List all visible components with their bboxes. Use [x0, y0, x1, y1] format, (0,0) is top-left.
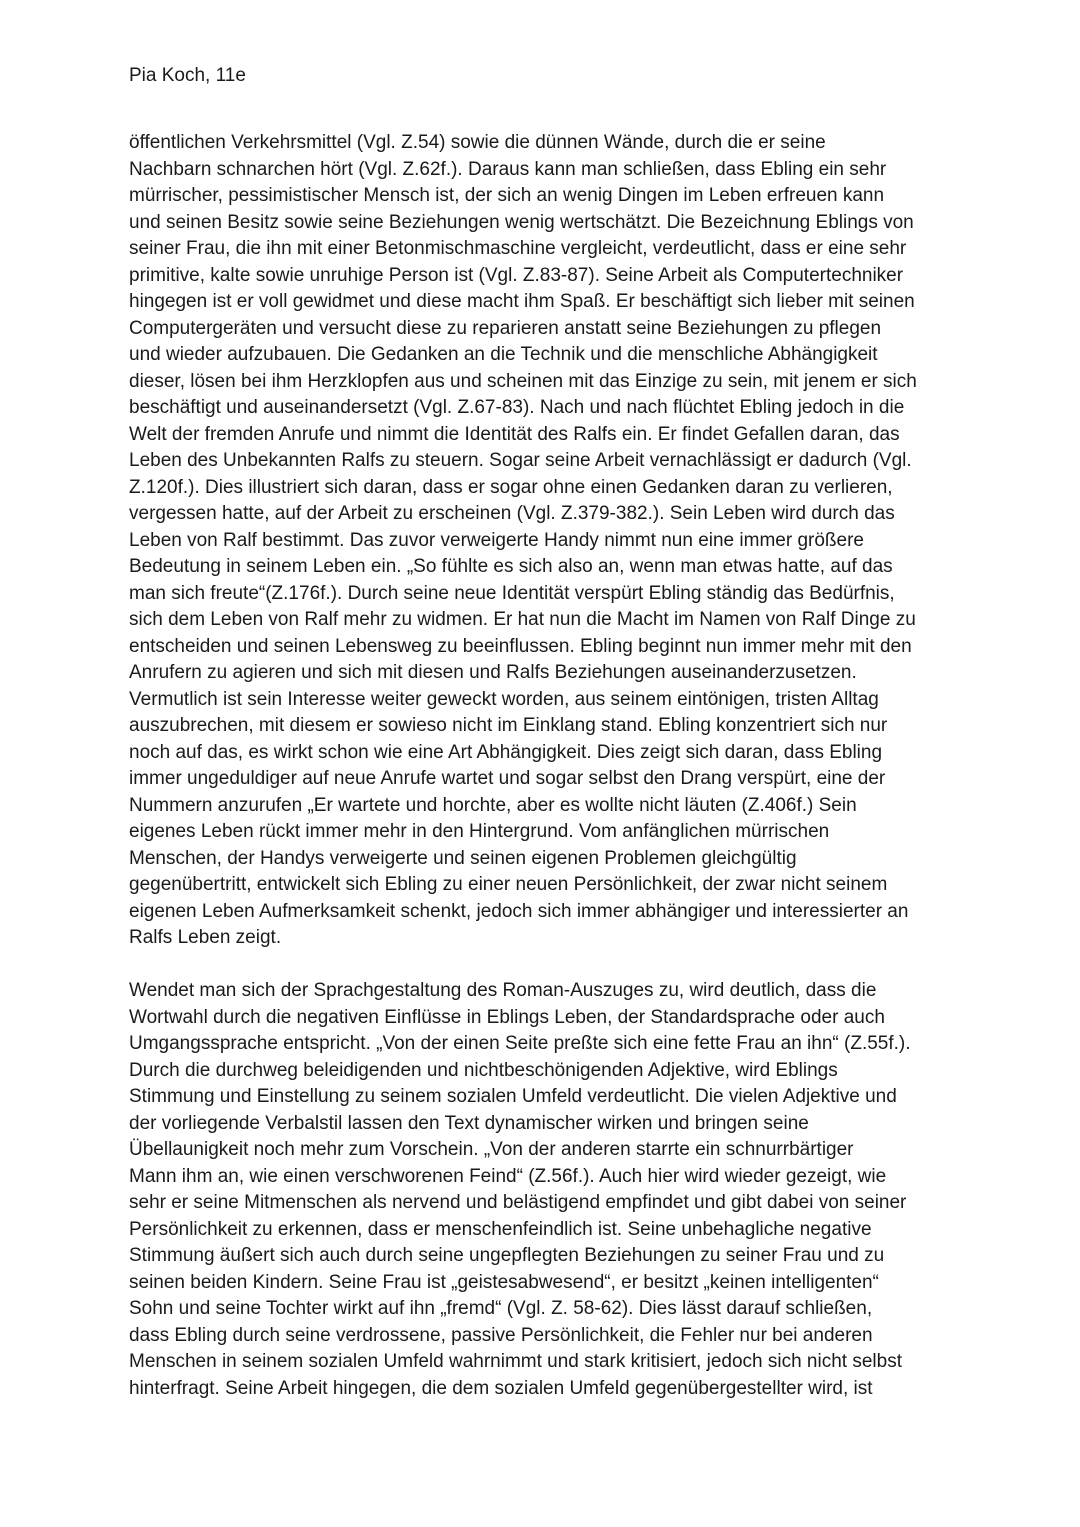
text-line: Bedeutung in seinem Leben ein. „So fühlte es sich also an, wenn man etwas hatte, auf das: [129, 556, 893, 577]
text-line: der vorliegende Verbalstil lassen den Text dynamischer wirken und bringen seine: [129, 1112, 809, 1134]
text-line: entscheiden und seinen Lebensweg zu beeinflussen. Ebling beginnt nun immer mehr mit den: [129, 635, 912, 657]
text-line: Stimmung und Einstellung zu seinem sozialen Umfeld verdeutlicht. Die vielen Adjektive und: [129, 1086, 897, 1107]
text-line: Z.120f.). Dies illustriert sich daran, dass er sogar ohne einen Gedanken daran zu verlieren,: [129, 476, 893, 498]
text-line: seinen beiden Kindern. Seine Frau ist „geistesabwesend“, er besitzt „keinen intelligenten“: [129, 1271, 879, 1293]
text-line: immer ungeduldiger auf neue Anrufe wartet und sogar selbst den Drang verspürt, eine der: [129, 768, 886, 789]
text-line: eigenes Leben rückt immer mehr in den Hintergrund. Vom anfänglichen mürrischen: [129, 821, 830, 842]
text-line: beschäftigt und auseinandersetzt (Vgl. Z.67-83). Nach und nach flüchtet Ebling jedoch in die: [129, 397, 905, 418]
text-line: dieser, lösen bei ihm Herzklopfen aus und scheinen mit das Einzige zu sein, mit jenem er sich: [129, 370, 917, 392]
text-line: Umgangssprache entspricht. „Von der einen Seite preßte sich eine fette Frau an ihn“ (Z.55f.).: [129, 1033, 911, 1054]
text-line: sich dem Leben von Ralf mehr zu widmen. Er hat nun die Macht im Namen von Ralf Dinge zu: [129, 609, 916, 630]
text-line: primitive, kalte sowie unruhige Person ist (Vgl. Z.83-87). Seine Arbeit als Computertechniker: [129, 264, 904, 286]
text-line: hingegen ist er voll gewidmet und diese macht ihm Spaß. Er beschäftigt sich lieber mit seinen: [129, 291, 915, 312]
text-line: Ralfs Leben zeigt.: [129, 927, 282, 948]
text-line: Nummern anzurufen „Er wartete und horchte, aber es wollte nicht läuten (Z.406f.) Sein: [129, 794, 857, 816]
text-line: noch auf das, es wirkt schon wie eine Art Abhängigkeit. Dies zeigt sich daran, dass Ebling: [129, 741, 883, 763]
document-body: [129, 130, 959, 1402]
text-line: Anrufern zu agieren und sich mit diesen und Ralfs Beziehungen auseinanderzusetzen.: [129, 662, 857, 683]
paragraph-gap: [129, 952, 959, 979]
text-line: Sohn und seine Tochter wirkt auf ihn „fremd“ (Vgl. Z. 58-62). Dies lässt darauf schließen,: [129, 1298, 873, 1319]
text-line: Wendet man sich der Sprachgestaltung des Roman-Auszuges zu, wird deutlich, dass die: [129, 980, 877, 1001]
text-line: Computergeräten und versucht diese zu reparieren anstatt seine Beziehungen zu pflegen: [129, 317, 882, 339]
text-line: Leben des Unbekannten Ralfs zu steuern. Sogar seine Arbeit vernachlässigt er dadurch (Vgl.: [129, 450, 912, 471]
text-line: Vermutlich ist sein Interesse weiter geweckt worden, aus seinem eintönigen, tristen Alltag: [129, 688, 879, 710]
text-line: Menschen in seinem sozialen Umfeld wahrnimmt und stark kritisiert, jedoch sich nicht selbst: [129, 1351, 902, 1372]
paragraph-1: [129, 130, 959, 952]
text-line: Wortwahl durch die negativen Einflüsse in Eblings Leben, der Standardsprache oder auch: [129, 1006, 885, 1028]
text-line: seiner Frau, die ihn mit einer Betonmischmaschine vergleicht, verdeutlicht, dass er eine sehr: [129, 238, 907, 259]
text-line: mürrischer, pessimistischer Mensch ist, der sich an wenig Dingen im Leben erfreuen kann: [129, 185, 885, 206]
text-line: und wieder aufzubauen. Die Gedanken an die Technik und die menschliche Abhängigkeit: [129, 344, 878, 365]
text-line: Stimmung äußert sich auch durch seine ungepflegten Beziehungen zu seiner Frau und zu: [129, 1245, 885, 1266]
page-header-author: Pia Koch, 11e: [129, 65, 246, 86]
text-line: Welt der fremden Anrufe und nimmt die Identität des Ralfs ein. Er findet Gefallen daran, das: [129, 423, 900, 445]
text-line: Mann ihm an, wie einen verschworenen Feind“ (Z.56f.). Auch hier wird wieder gezeigt, wie: [129, 1165, 887, 1187]
text-line: Menschen, der Handys verweigerte und seinen eigenen Problemen gleichgültig: [129, 847, 797, 869]
text-line: Nachbarn schnarchen hört (Vgl. Z.62f.). Daraus kann man schließen, dass Ebling ein sehr: [129, 158, 887, 180]
text-line: Leben von Ralf bestimmt. Das zuvor verweigerte Handy nimmt nun eine immer größere: [129, 529, 864, 551]
text-line: gegenübertritt, entwickelt sich Ebling zu einer neuen Persönlichkeit, der zwar nicht seinem: [129, 874, 888, 895]
text-line: auszubrechen, mit diesem er sowieso nicht im Einklang stand. Ebling konzentriert sich nur: [129, 715, 888, 736]
text-line: vergessen hatte, auf der Arbeit zu erscheinen (Vgl. Z.379-382.). Sein Leben wird durch das: [129, 503, 895, 524]
text-line: Übellaunigkeit noch mehr zum Vorschein. „Von der anderen starrte ein schnurrbärtiger: [129, 1139, 854, 1160]
text-line: hinterfragt. Seine Arbeit hingegen, die dem sozialen Umfeld gegenübergestellter wird, ist: [129, 1377, 873, 1399]
text-line: öffentlichen Verkehrsmittel (Vgl. Z.54) sowie die dünnen Wände, durch die er seine: [129, 132, 826, 153]
text-line: dass Ebling durch seine verdrossene, passive Persönlichkeit, die Fehler nur bei anderen: [129, 1324, 873, 1346]
text-line: man sich freute“(Z.176f.). Durch seine neue Identität verspürt Ebling ständig das Bedürfnis,: [129, 582, 895, 604]
text-line: Durch die durchweg beleidigenden und nichtbeschönigenden Adjektive, wird Eblings: [129, 1059, 838, 1081]
text-line: eigenen Leben Aufmerksamkeit schenkt, jedoch sich immer abhängiger und interessierter an: [129, 900, 909, 922]
text-line: und seinen Besitz sowie seine Beziehungen wenig wertschätzt. Die Bezeichnung Eblings von: [129, 211, 914, 233]
text-line: sehr er seine Mitmenschen als nervend und belästigend empfindet und gibt dabei von seiner: [129, 1192, 907, 1213]
paragraph-2: [129, 978, 959, 1402]
text-line: Persönlichkeit zu erkennen, dass er menschenfeindlich ist. Seine unbehagliche negative: [129, 1218, 872, 1240]
